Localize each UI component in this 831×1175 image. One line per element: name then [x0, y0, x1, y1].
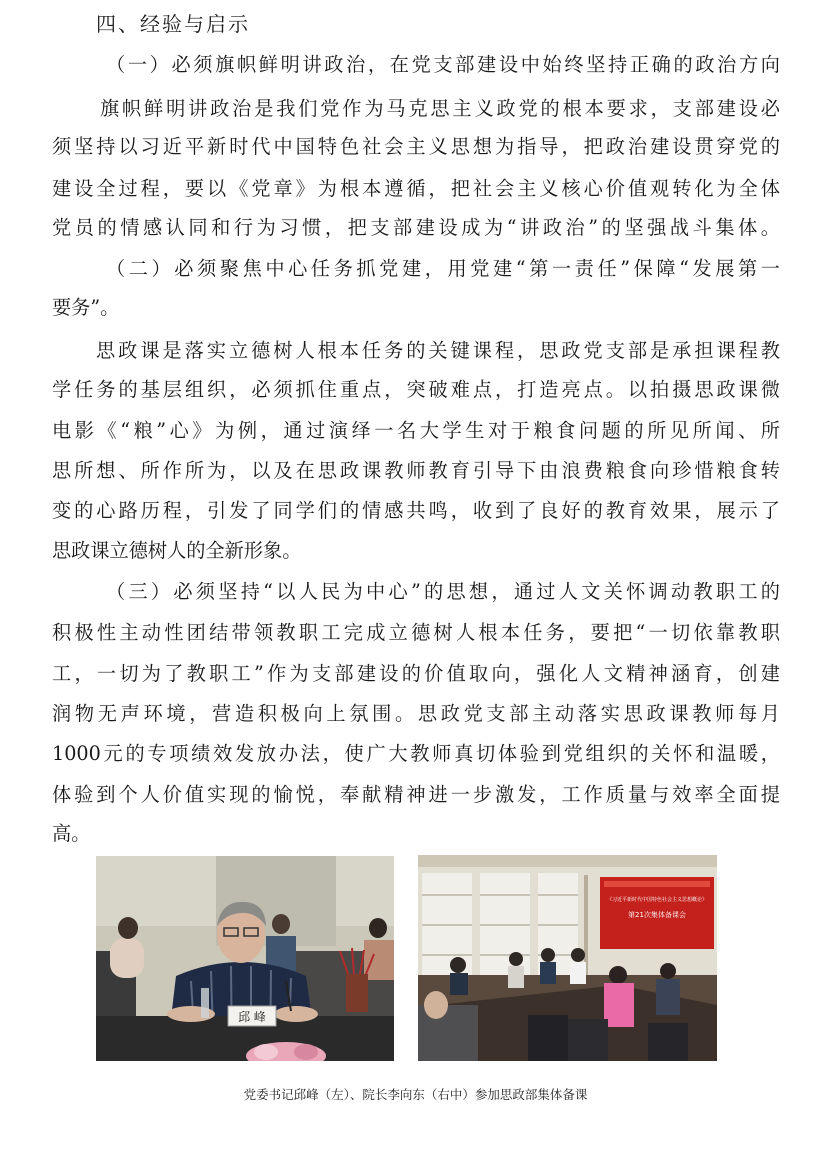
section-heading: 四、经验与启示 [96, 12, 250, 36]
meeting-photo-left [96, 856, 394, 1061]
paragraph-2-line: 旗帜鲜明讲政治是我们党作为马克思主义政党的根本要求，支部建设必 [100, 97, 780, 120]
meeting-photo-right [418, 855, 717, 1061]
paragraph-4-line: 变的心路历程，引发了同学们的情感共鸣，收到了良好的教育效果，展示了 [52, 499, 780, 522]
paragraph-3-heading: （二）必须聚焦中心任务抓党建，用党建“第一责任”保障“发展第一 [106, 257, 780, 280]
screen-subtitle: 第21次集体备课会 [628, 911, 686, 919]
photo-caption: 党委书记邱峰（左）、院长李向东（右中）参加思政部集体备课 [243, 1087, 588, 1102]
paragraph-2-line: 建设全过程，要以《党章》为根本遵循，把社会主义核心价值观转化为全体 [52, 177, 780, 200]
paragraph-2-line: 须坚持以习近平新时代中国特色社会主义思想为指导，把政治建设贯穿党的 [52, 135, 780, 158]
screen-title: 《习近平新时代中国特色社会主义思想概论》 [606, 897, 708, 903]
paragraph-4-line: 思政课是落实立德树人根本任务的关键课程，思政党支部是承担课程教 [96, 339, 780, 362]
paragraph-5-line: 高。 [52, 822, 91, 845]
paragraph-5-line: 工，一切为了教职工”作为支部建设的价值取向，强化人文精神涵育，创建 [52, 662, 780, 685]
nameplate-text: 邱 峰 [238, 1010, 266, 1024]
paragraph-4-line: 思政课立德树人的全新形象。 [52, 539, 302, 562]
paragraph-4-line: 学任务的基层组织，必须抓住重点，突破难点，打造亮点。以拍摄思政课微 [52, 378, 780, 401]
paragraph-5-heading: （三）必须坚持“以人民为中心”的思想，通过人文关怀调动教职工的 [106, 580, 780, 603]
paragraph-4-line: 电影《“粮”心》为例，通过演绎一名大学生对于粮食问题的所见所闻、所 [52, 419, 780, 442]
paragraph-5-line: 1000元的专项绩效发放办法，使广大教师真切体验到党组织的关怀和温暖， [52, 742, 780, 765]
paragraph-1-heading: （一）必须旗帜鲜明讲政治，在党支部建设中始终坚持正确的政治方向 [106, 53, 780, 76]
paragraph-5-line: 体验到个人价值实现的愉悦，奉献精神进一步激发，工作质量与效率全面提 [52, 783, 780, 806]
paragraph-2-line: 党员的情感认同和行为习惯，把支部建设成为“讲政治”的坚强战斗集体。 [52, 216, 780, 239]
paragraph-5-line: 积极性主动性团结带领教职工完成立德树人根本任务，要把“一切依靠教职 [52, 621, 780, 644]
paragraph-5-line: 润物无声环境，营造积极向上氛围。思政党支部主动落实思政课教师每月 [52, 702, 780, 725]
paragraph-4-line: 思所想、所作所为，以及在思政课教师教育引导下由浪费粮食向珍惜粮食转 [52, 459, 780, 482]
paragraph-3-line: 要务”。 [52, 296, 120, 319]
